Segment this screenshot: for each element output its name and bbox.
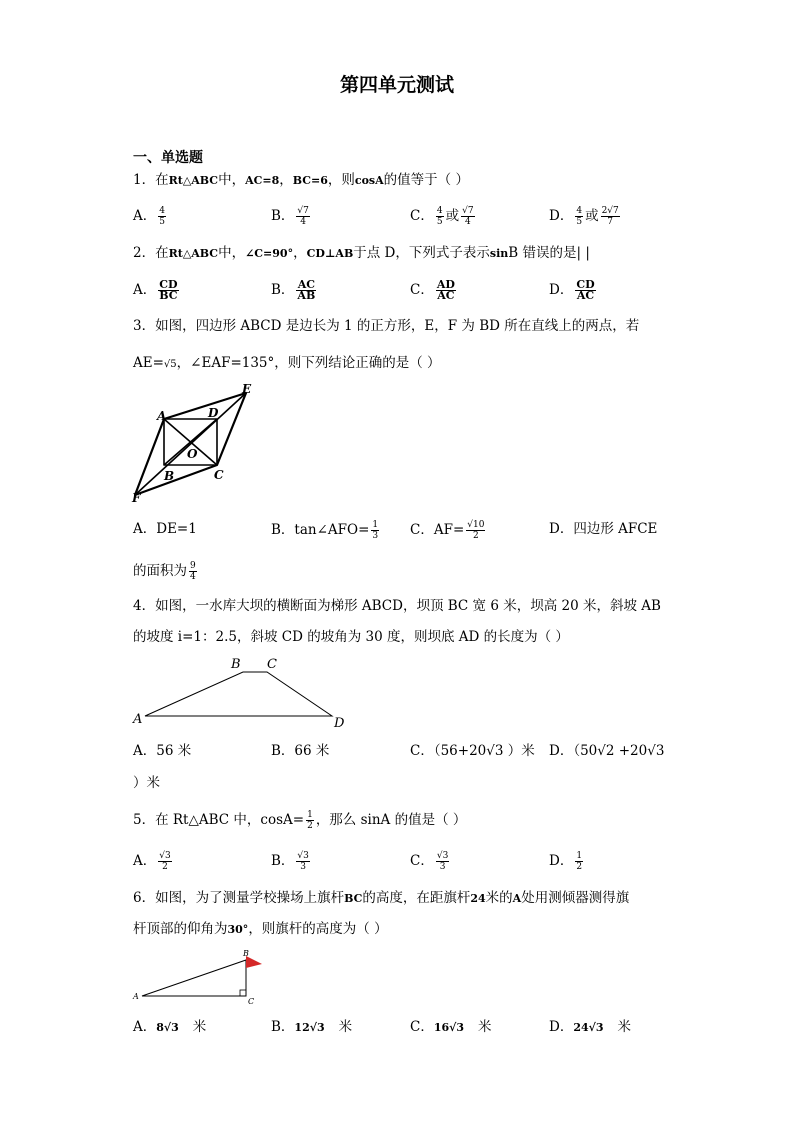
question-6-line-2: 杆顶部的仰角为30°，则旗杆的高度为（ ） (133, 921, 388, 937)
q5-option-a[interactable]: A． $\frac{√3}{2}$ (133, 851, 171, 872)
q4-option-a[interactable]: A．56 米 (133, 743, 192, 759)
q4-option-d[interactable]: D．（50√2 +20√3 (549, 743, 665, 759)
question-1: 1．在Rt△ABC中，AC=8，BC=6，则cosA的值等于（ ） (133, 172, 469, 188)
page-title: 第四单元测试 (339, 74, 454, 96)
section-heading: 一、单选题 (133, 150, 203, 166)
question-4-line-2: 的坡度 i=1：2.5，斜坡 CD 的坡角为 30 度，则坝底 AD 的长度为（ ） (133, 629, 569, 645)
q3-option-a[interactable]: A．DE=1 (133, 521, 197, 537)
question-3-line-2: AE=√5，∠EAF=135°，则下列结论正确的是（ ） (133, 355, 441, 371)
q5-option-c[interactable]: C． $\frac{√3}{3}$ (410, 851, 449, 872)
label-c: C (267, 657, 277, 672)
question-6-line-1: 6．如图，为了测量学校操场上旗杆BC的高度，在距旗杆24米的A处用测倾器测得旗 (133, 890, 630, 906)
q6-option-a[interactable]: A．8√3 米 (133, 1019, 207, 1035)
q1-option-b[interactable]: B． $\frac{√7}{4}$ (271, 206, 309, 227)
q1-option-c[interactable]: C． $\frac{4}{5}$ 或 $\frac{√7}{4}$ (410, 206, 474, 227)
q6-option-b[interactable]: B．12√3 米 (271, 1019, 353, 1035)
q5-option-b[interactable]: B． $\frac{√3}{3}$ (271, 851, 309, 872)
label-a: A (157, 409, 167, 423)
label-d: D (334, 716, 345, 730)
q3-option-c[interactable]: C．AF= $\frac{√10}{2}$ (410, 520, 485, 541)
label-d: D (208, 406, 219, 420)
question-3-line-1: 3．如图，四边形 ABCD 是边长为 1 的正方形，E，F 为 BD 所在直线上的两点，若 (133, 318, 640, 334)
label-f: F (132, 491, 141, 505)
label-o: O (187, 447, 198, 461)
label-b: B (164, 469, 175, 483)
q1-option-a[interactable]: A． $\frac{4}{5}$ (133, 206, 165, 227)
q4-option-b[interactable]: B．66 米 (271, 743, 330, 759)
q3-option-d[interactable]: D．四边形 AFCE (549, 521, 658, 537)
question-5: 5．在 Rt△ABC 中，cosA= $\frac{1}{2}$ ，那么 sinA 的值是（ ） (133, 810, 467, 831)
label-b: B (231, 657, 241, 672)
q6-option-d[interactable]: D．24√3 米 (549, 1019, 632, 1035)
q2-option-c[interactable]: C． $\frac{AD}{AC}$ (410, 278, 455, 302)
q4-option-d-continued: ）米 (133, 775, 160, 791)
label-a: A (133, 712, 143, 727)
label-b: B (243, 949, 249, 958)
q5-option-d[interactable]: D． $\frac{1}{2}$ (549, 851, 583, 872)
question-4-line-1: 4．如图，一水库大坝的横断面为梯形 ABCD，坝顶 BC 宽 6 米，坝高 20 米，斜坡 AB (133, 598, 661, 614)
flagpole-diagram (130, 946, 270, 1008)
q3-option-d-continued: 的面积为 $\frac{9}{4}$ (133, 561, 196, 582)
q3-option-b[interactable]: B．tan∠AFO= $\frac{1}{3}$ (271, 520, 379, 541)
q1-option-d[interactable]: D． $\frac{4}{5}$ 或 $\frac{2√7}{7}$ (549, 206, 619, 227)
trapezoid-dam-diagram (130, 652, 350, 730)
label-c: C (214, 468, 224, 482)
q6-option-c[interactable]: C．16√3 米 (410, 1019, 492, 1035)
question-2: 2．在Rt△ABC中，∠C=90°，CD⊥AB于点 D，下列式子表示sinB 错误的是| | (133, 245, 590, 261)
label-e: E (242, 383, 252, 396)
q4-option-c[interactable]: C．（56+20√3 ）米 (410, 743, 535, 759)
label-c: C (248, 997, 255, 1006)
q2-option-d[interactable]: D． $\frac{CD}{AC}$ (549, 278, 595, 302)
label-a: A (133, 992, 139, 1001)
q2-option-a[interactable]: A． $\frac{CD}{BC}$ (133, 278, 178, 302)
square-diagram (130, 383, 255, 505)
q2-option-b[interactable]: B． $\frac{AC}{AB}$ (271, 278, 316, 302)
